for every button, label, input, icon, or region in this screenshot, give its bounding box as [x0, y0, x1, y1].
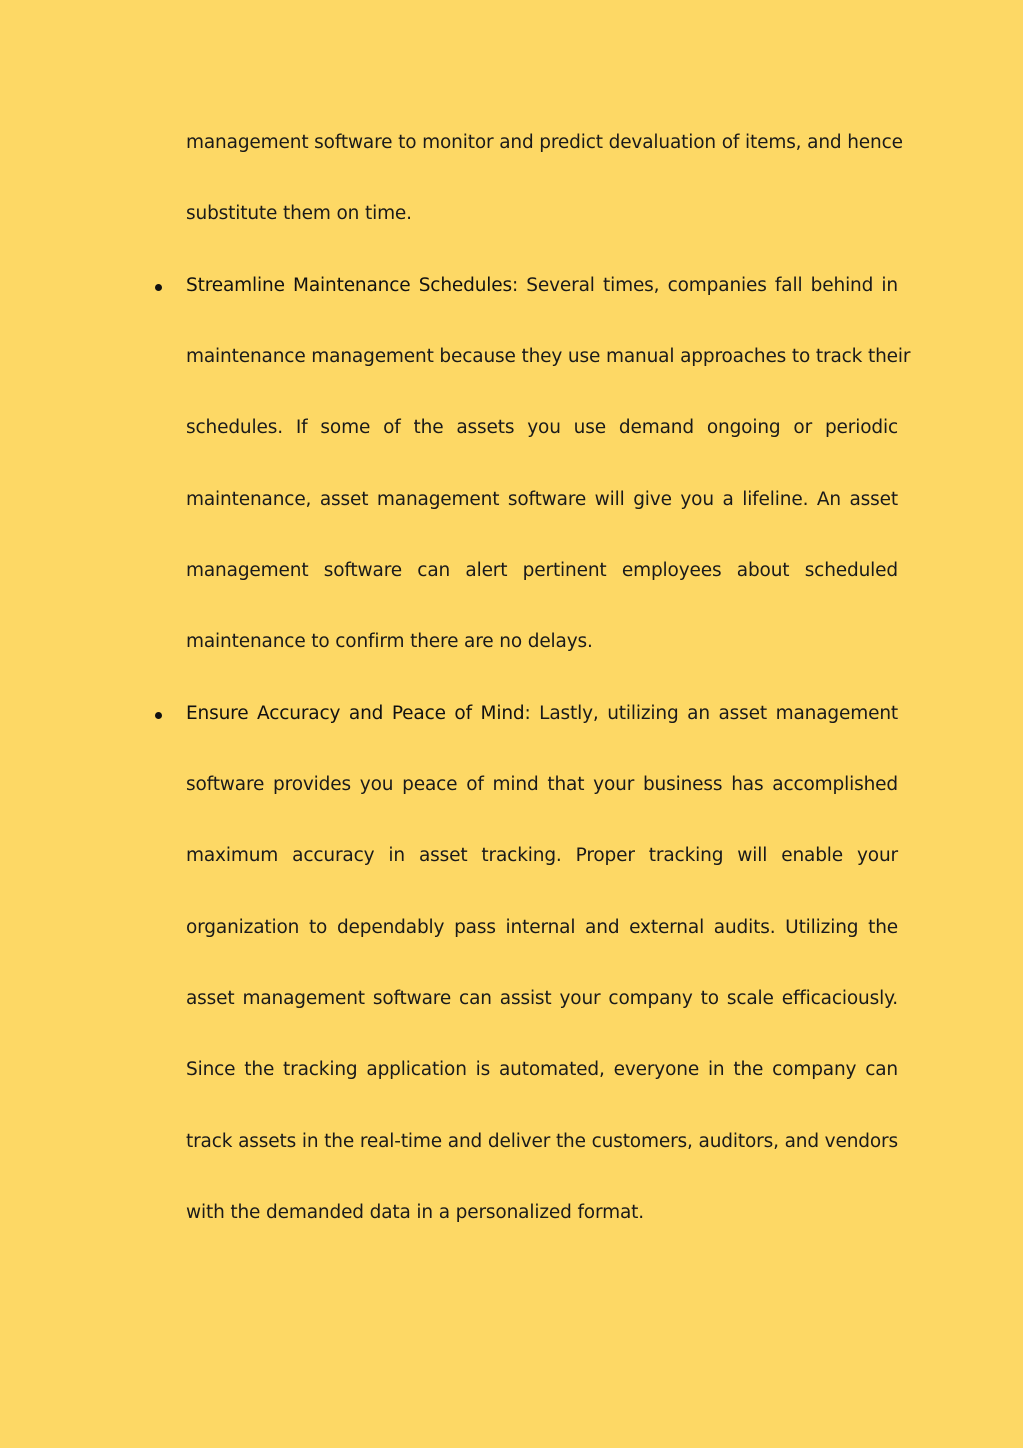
list-item-first-line: [186, 274, 898, 298]
list-item-text: : Lastly, utilizing an asset management: [524, 703, 898, 724]
list-item-term: Ensure Accuracy and Peace of Mind: [186, 703, 525, 724]
paragraph-line: management software to monitor and predict devaluation of items, and hence: [186, 132, 903, 153]
list-item-line: Since the tracking application is automated, everyone in the company can: [186, 1059, 898, 1080]
list-item-line: management software can alert pertinent employees about scheduled: [186, 560, 898, 581]
list-item-line: asset management software can assist your company to scale efficaciously.: [186, 988, 898, 1009]
bullet-icon: [154, 706, 166, 718]
list-item-line: software provides you peace of mind that your business has accomplished: [186, 774, 898, 795]
list-item-line: maintenance, asset management software will give you a lifeline. An asset: [186, 489, 898, 510]
list-item-line: maintenance to confirm there are no delays.: [186, 631, 593, 652]
list-item-line: schedules. If some of the assets you use demand ongoing or periodic: [186, 417, 898, 438]
list-item-text: : Several times, companies fall behind in: [512, 275, 898, 296]
list-item-term: Streamline Maintenance Schedules: [186, 275, 513, 296]
list-item-line: track assets in the real-time and deliver the customers, auditors, and vendors: [186, 1131, 898, 1152]
list-item-line: with the demanded data in a personalized format.: [186, 1202, 644, 1223]
list-item-first-line: [186, 702, 898, 726]
bullet-icon: [154, 278, 166, 290]
list-item-line: maintenance management because they use manual approaches to track their: [186, 346, 911, 367]
list-item-line: organization to dependably pass internal and external audits. Utilizing the: [186, 917, 898, 938]
list-item-line: maximum accuracy in asset tracking. Proper tracking will enable your: [186, 845, 898, 866]
paragraph-line: substitute them on time.: [186, 203, 412, 224]
